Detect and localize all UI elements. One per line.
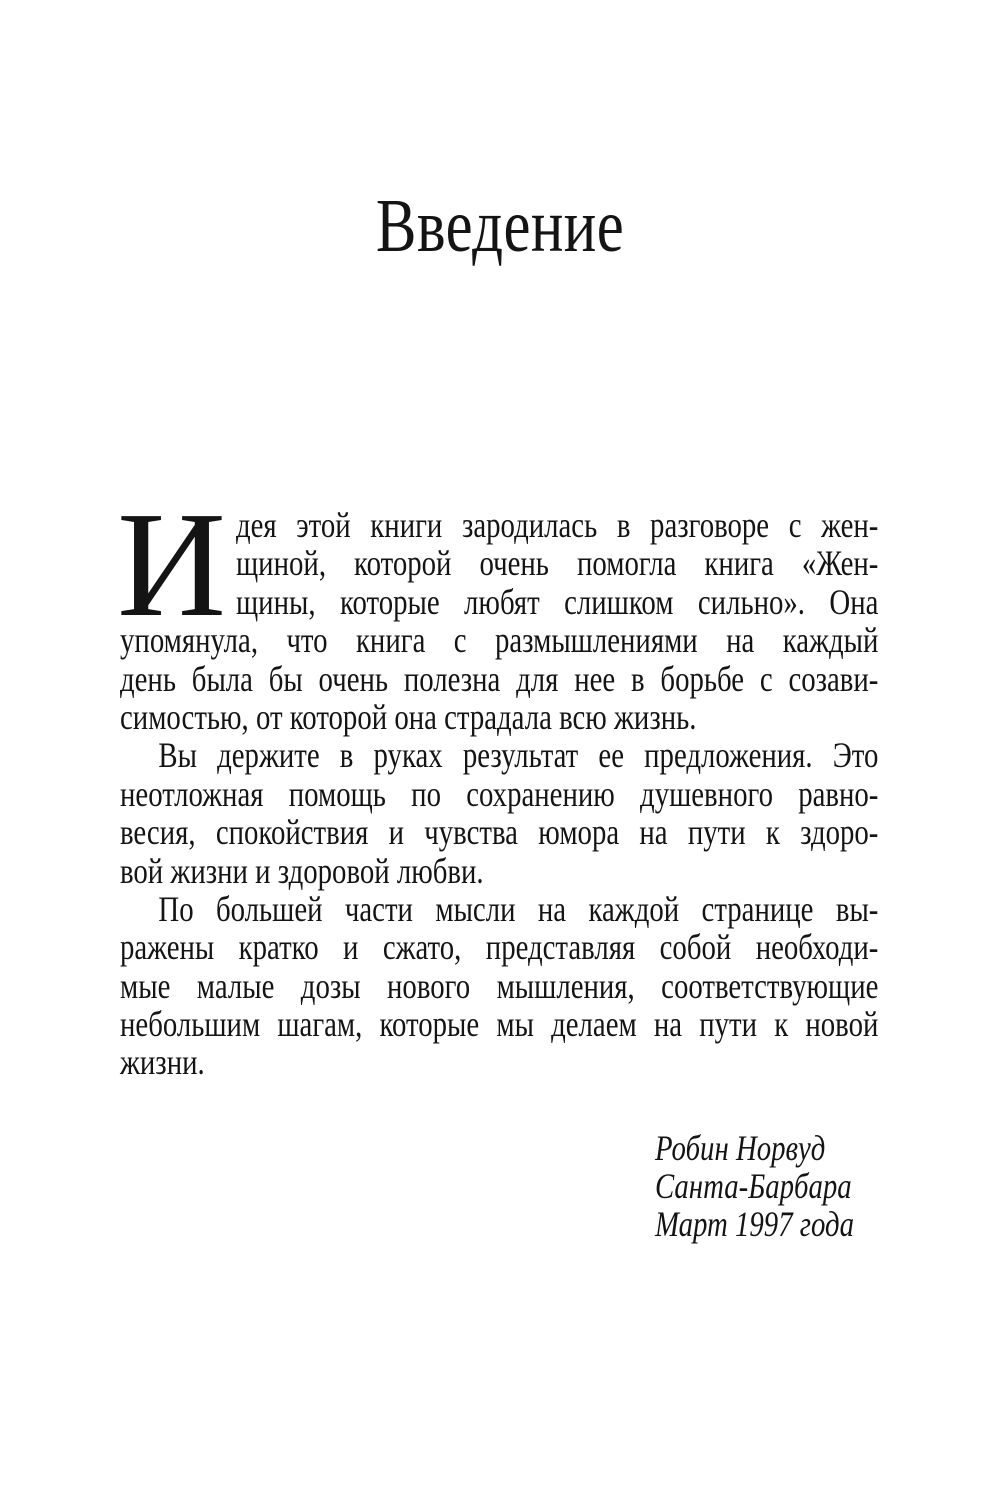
signature-block	[655, 1129, 854, 1243]
paragraph-2	[120, 736, 878, 890]
text-line: симостью, от которой она страдала всю жизнь.	[120, 696, 697, 737]
text-line: мые малые дозы нового мышления, соответствующие	[120, 965, 879, 1006]
paragraph-3	[120, 890, 878, 1082]
body-text	[117, 480, 879, 1083]
text-line: небольшим шагам, которые мы делаем на пути к новой	[120, 1004, 879, 1045]
text-line: дея этой книги зародилась в разговоре с жен-	[236, 505, 879, 545]
signature-author: Робин Норвуд	[655, 1128, 826, 1168]
text-line: день была бы очень полезна для нее в борьбе с созави-	[120, 658, 879, 699]
paragraph-1	[117, 480, 879, 737]
text-line: вой жизни и здоровой любви.	[120, 850, 484, 891]
text-line: щины, которые любят слишком сильно». Она	[236, 581, 879, 622]
text-line: Вы держите в руках результат ее предложения. Это	[158, 735, 879, 776]
text-line: щиной, которой очень помогла книга «Жен-	[236, 543, 879, 584]
text-line: жизни.	[120, 1042, 205, 1083]
chapter-title: Введение	[375, 184, 625, 268]
text-line: упомянула, что книга с размышлениями на каждый	[120, 620, 879, 661]
text-line: неотложная помощь по сохранению душевного равно-	[120, 773, 879, 814]
text-line: весия, спокойствия и чувства юмора на пути к здоро-	[120, 812, 879, 853]
text-line: ражены кратко и сжато, представляя собой необходи-	[120, 927, 879, 968]
drop-cap: И	[117, 480, 227, 648]
signature-date: Март 1997 года	[655, 1204, 855, 1244]
text-line: По большей части мысли на каждой странице вы-	[158, 888, 879, 929]
signature-place: Санта-Барбара	[655, 1166, 852, 1206]
